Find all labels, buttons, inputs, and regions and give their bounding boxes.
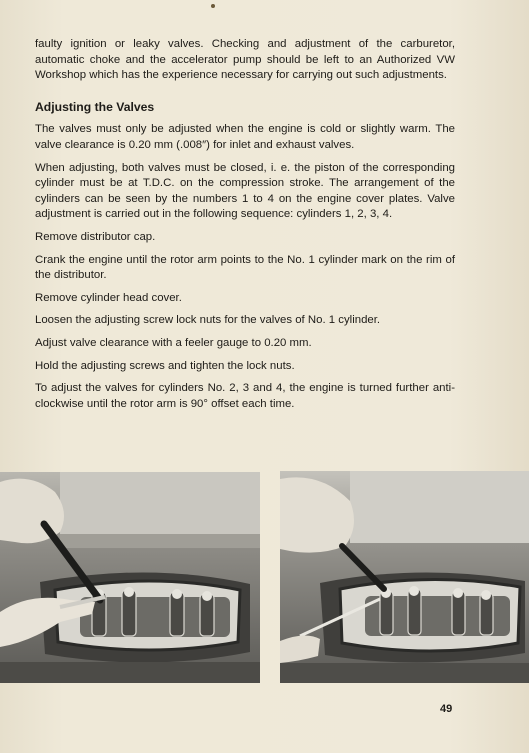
step-adjust-clearance: Adjust valve clearance with a feeler gauge to 0.20 mm.: [35, 336, 312, 349]
intro-paragraph: faulty ignition or leaky valves. Checking and adjustment of the carburetor, automatic choke and the accelerator pump should be left to an Authorized VW Workshop which has the experience necessary for carrying out such adjustments.: [35, 38, 455, 82]
step-tighten-lock-nuts: Hold the adjusting screws and tighten the lock nuts.: [35, 359, 295, 372]
print-mark: [211, 4, 215, 8]
paragraph-tdc-sequence: When adjusting, both valves must be closed, i. e. the piston of the corresponding cylinder must be at T.D.C. on the compression stroke. The arrangement of the cylinders can be seen by the numbers 1 to 4 on the engine cover plates. Valve adjustment is carried out in the following sequence: cylinders 1, 2, 3, 4.: [35, 161, 455, 221]
text-column: [35, 37, 455, 419]
step-crank-engine: Crank the engine until the rotor arm points to the No. 1 cylinder mark on the rim of the distributor.: [35, 253, 455, 282]
step-remove-head-cover: Remove cylinder head cover.: [35, 291, 182, 304]
engine-photo-left-illustration: [0, 472, 260, 683]
step-loosen-lock-nuts: Loosen the adjusting screw lock nuts for the valves of No. 1 cylinder.: [35, 314, 381, 327]
step-remove-distributor-cap: Remove distributor cap.: [35, 230, 156, 243]
step-adjust-remaining-cylinders: To adjust the valves for cylinders No. 2, 3 and 4, the engine is turned further anti-clockwise until the rotor arm is 90° offset each time.: [35, 382, 455, 410]
photo-feeler-gauge-adjustment: [280, 471, 529, 683]
photo-loosening-lock-nut: [0, 472, 260, 683]
section-heading: Adjusting the Valves: [35, 99, 155, 114]
engine-photo-right-illustration: [280, 471, 529, 683]
page-number: 49: [440, 703, 453, 715]
paragraph-valve-clearance: The valves must only be adjusted when the engine is cold or slightly warm. The valve clearance is 0.20 mm (.008″) for inlet and exhaust valves.: [35, 123, 455, 151]
